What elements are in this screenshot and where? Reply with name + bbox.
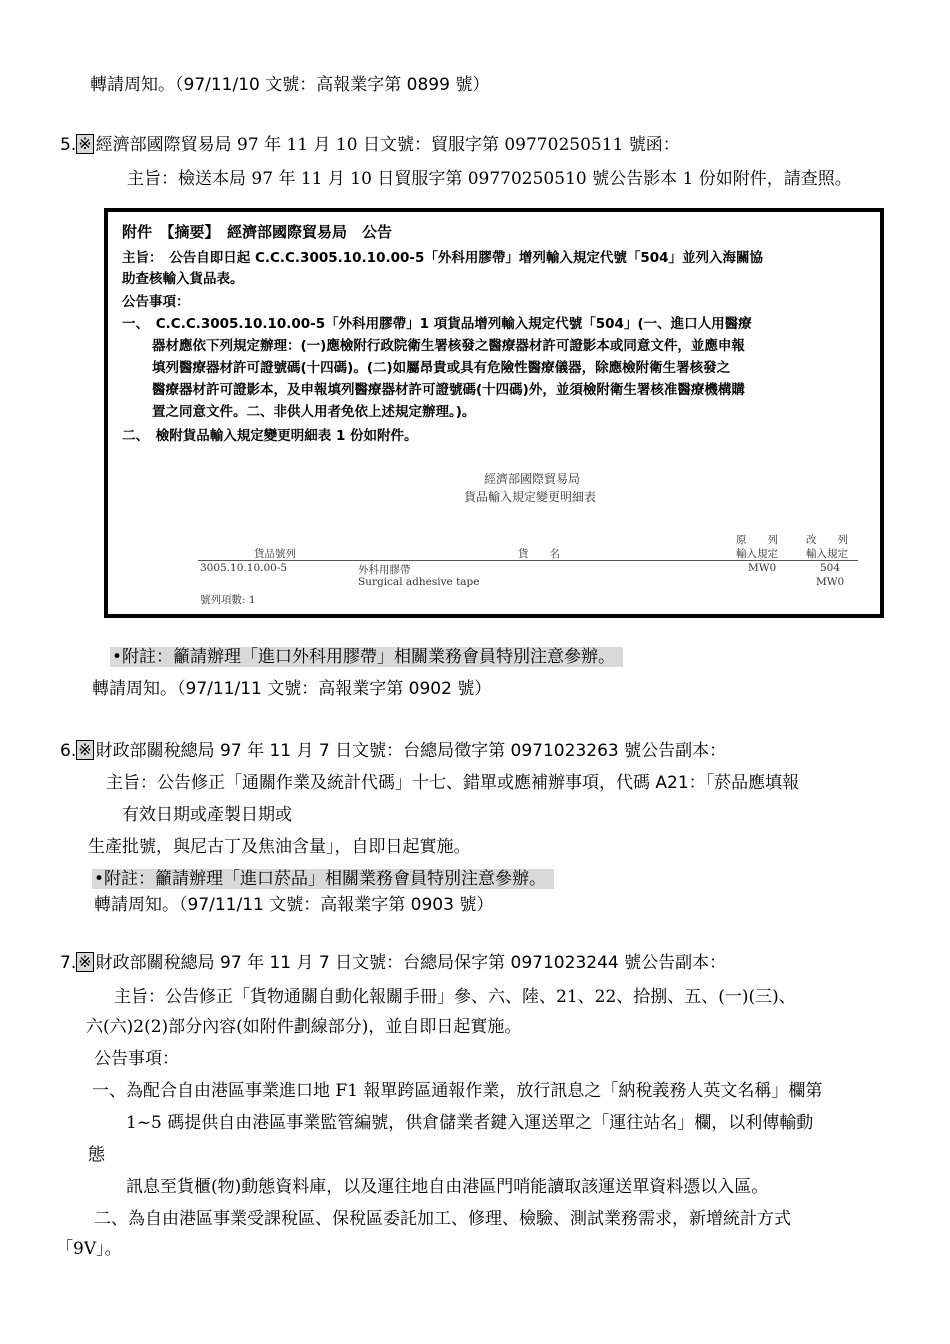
reference-mark-icon: ※ <box>78 952 92 971</box>
item-7-subject-line2: 六(六)2(2)部分內容(如附件劃線部分)，並自即日起實施。 <box>86 1017 522 1037</box>
attachment-line: 二、 檢附貨品輸入規定變更明細表 1 份如附件。 <box>122 428 418 444</box>
item-7-para1-line1: 一、為配合自由港區事業進口地 F1 報單跨區通報作業，放行訊息之「納稅義務人英文名稱」欄第 <box>92 1081 823 1101</box>
col-orig-bottom: 輸入規定 <box>736 548 778 560</box>
attachment-line: 一、 C.C.C.3005.10.10.00-5「外科用膠帶」1 項貨品增列輸入規定代號「504」(一、進口人用醫療 <box>122 316 752 332</box>
item-7-notice-label: 公告事項： <box>94 1049 179 1069</box>
item-6-forward: 轉請周知。（97/11/11 文號：高報業字第 0903 號） <box>94 895 494 915</box>
item-7-subject-line1: 主旨：公告修正「貨物通關自動化報關手冊」參、六、陸、21、22、拾捌、五、(一)(三)、 <box>114 987 796 1007</box>
attachment-line: 填列醫療器材許可證號碼(十四碼)。(二)如屬昂貴或具有危險性醫療儀器，除應檢附衛生署核發之 <box>152 360 731 376</box>
item-6-heading <box>60 740 726 762</box>
item-6-note-text: •附註：籲請辦理「進口菸品」相關業務會員特別注意參辦。 <box>92 869 554 889</box>
row-code: 3005.10.10.00-5 <box>200 562 288 574</box>
reference-mark-icon: ※ <box>78 134 92 153</box>
item-7-para2-line2: 「9V」。 <box>56 1239 122 1259</box>
item-6-number: 6. <box>60 741 77 761</box>
item-5-number: 5. <box>60 135 77 155</box>
row-new-1: 504 <box>820 562 841 574</box>
col-name: 貨 名 <box>518 548 560 560</box>
row-name-zh: 外科用膠帶 <box>358 564 411 576</box>
table-header-rule <box>198 560 858 561</box>
col-new-bottom: 輸入規定 <box>806 548 848 560</box>
attachment-line: 公告事項： <box>122 294 190 310</box>
row-new-2: MW0 <box>816 576 845 588</box>
row-orig: MW0 <box>748 562 777 574</box>
item-7-number: 7. <box>60 953 77 973</box>
item-7-para2-line1: 二、為自由港區事業受課稅區、保稅區委託加工、修理、檢驗、測試業務需求，新增統計方式 <box>94 1209 791 1229</box>
reference-mark-icon: ※ <box>78 740 92 759</box>
item-5-heading-text: 經濟部國際貿易局 97 年 11 月 10 日文號：貿服字第 09770250511 號函： <box>95 135 680 155</box>
attachment-line: 助查核輸入貨品表。 <box>122 271 244 287</box>
attachment-box <box>104 208 884 618</box>
attachment-line: 置之同意文件。二、非供人用者免依上述規定辦理。)。 <box>152 404 476 420</box>
item-6-heading-text: 財政部關稅總局 97 年 11 月 7 日文號：台總局徵字第 0971023263 號公告副本： <box>95 741 727 761</box>
col-new-top: 改 列 <box>806 534 848 546</box>
item-7-para1-line2: 1~5 碼提供自由港區事業監管編號，供倉儲業者鍵入運送單之「運往站名」欄，以利傳輸動 <box>126 1113 814 1133</box>
item-5-forward: 轉請周知。（97/11/11 文號：高報業字第 0902 號） <box>92 679 492 699</box>
item-6-subject-line2: 有效日期或產製日期或 <box>122 805 292 825</box>
item-7-para1-line4: 訊息至貨櫃(物)動態資料庫，以及運往地自由港區門哨能讀取該運送單資料憑以入區。 <box>126 1177 769 1197</box>
item-6-subject-line3: 生產批號，與尼古丁及焦油含量」，自即日起實施。 <box>88 837 471 857</box>
item-6-note <box>92 868 554 890</box>
item-5-heading <box>60 134 680 156</box>
attachment-line: 主旨： 公告自即日起 C.C.C.3005.10.10.00-5「外科用膠帶」增列輸入規定代號「504」並列入海關協 <box>122 250 764 266</box>
item-7-heading <box>60 952 726 974</box>
item-7-heading-text: 財政部關稅總局 97 年 11 月 7 日文號：台總局保字第 0971023244 號公告副本： <box>95 953 727 973</box>
attachment-line: 醫療器材許可證影本，及申報填列醫療器材許可證號碼(十四碼)外，並須檢附衛生署核准醫療機構購 <box>152 382 745 398</box>
item-5-note-text: •附註：籲請辦理「進口外科用膠帶」相關業務會員特別注意參辦。 <box>110 647 623 667</box>
table-count: 號列項數: 1 <box>200 594 256 606</box>
item-5-note <box>110 646 623 668</box>
forward-notice-top: 轉請周知。（97/11/10 文號：高報業字第 0899 號） <box>90 75 490 95</box>
col-code: 貨品號列 <box>254 548 296 560</box>
item-7-para1-line3: 態 <box>88 1145 105 1165</box>
table-title: 貨品輸入規定變更明細表 <box>464 490 597 504</box>
col-orig-top: 原 列 <box>736 534 778 546</box>
row-name-en: Surgical adhesive tape <box>358 576 480 588</box>
attachment-line: 器材應依下列規定辦理：(一)應檢附行政院衛生署核發之醫療器材許可證影本或同意文件，並應申報 <box>152 338 745 354</box>
table-org: 經濟部國際貿易局 <box>484 472 581 486</box>
item-6-subject-line1: 主旨：公告修正「通關作業及統計代碼」十七、錯單或應補辦事項，代碼 A21：「菸品應填報 <box>106 773 800 793</box>
attachment-title: 附件 【摘要】 經濟部國際貿易局 公告 <box>122 223 393 241</box>
item-5-subject: 主旨：檢送本局 97 年 11 月 10 日貿服字第 09770250510 號公告影本 1 份如附件，請查照。 <box>127 169 852 189</box>
